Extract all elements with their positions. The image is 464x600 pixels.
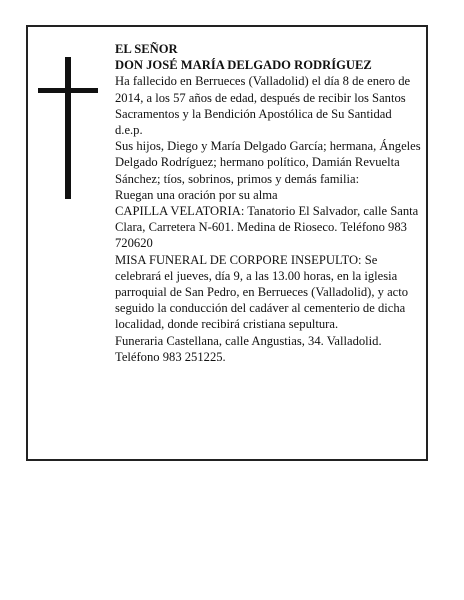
cross-horizontal-bar [38,88,98,93]
death-announcement: Ha fallecido en Berrueces (Valladolid) el día 8 de enero de 2014, a los 57 años de edad, después de recibir los Santos Sacramentos y la Bendición Apostólica de Su Santidad [115,74,411,121]
family-list: Sus hijos, Diego y María Delgado García; hermana, Ángeles Delgado Rodríguez; hermano político, Damián Revuelta Sánchez; tíos, sobrinos, primos y demás familia: [115,139,421,186]
dep-text: d.e.p. [115,123,143,138]
cross-vertical-bar [65,57,71,199]
prayer-request: Ruegan una oración por su alma [115,187,278,202]
funeral-mass-information: MISA FUNERAL DE CORPORE INSEPULTO: Se celebrará el jueves, día 9, a las 13.00 horas, en la iglesia parroquial de San Pedro, en Berrueces (Valladolid), y acto seguido la conducción del cadáver al cementerio de dicha localidad, donde recibirá cristiana sepultura. [115,252,409,332]
latin-cross-icon [38,57,98,199]
deceased-name: DON JOSÉ MARÍA DELGADO RODRÍGUEZ [115,58,372,73]
obituary-text [115,41,421,365]
chapel-information: CAPILLA VELATORIA: Tanatorio El Salvador, calle Santa Clara, Carretera N-601. Medina de Rioseco. Teléfono 983 720620 [115,204,419,251]
notice-title: EL SEÑOR [115,42,178,56]
obituary-notice [26,25,428,461]
funeral-home-information: Funeraria Castellana, calle Angustias, 34. Valladolid. Teléfono 983 251225. [115,333,382,364]
